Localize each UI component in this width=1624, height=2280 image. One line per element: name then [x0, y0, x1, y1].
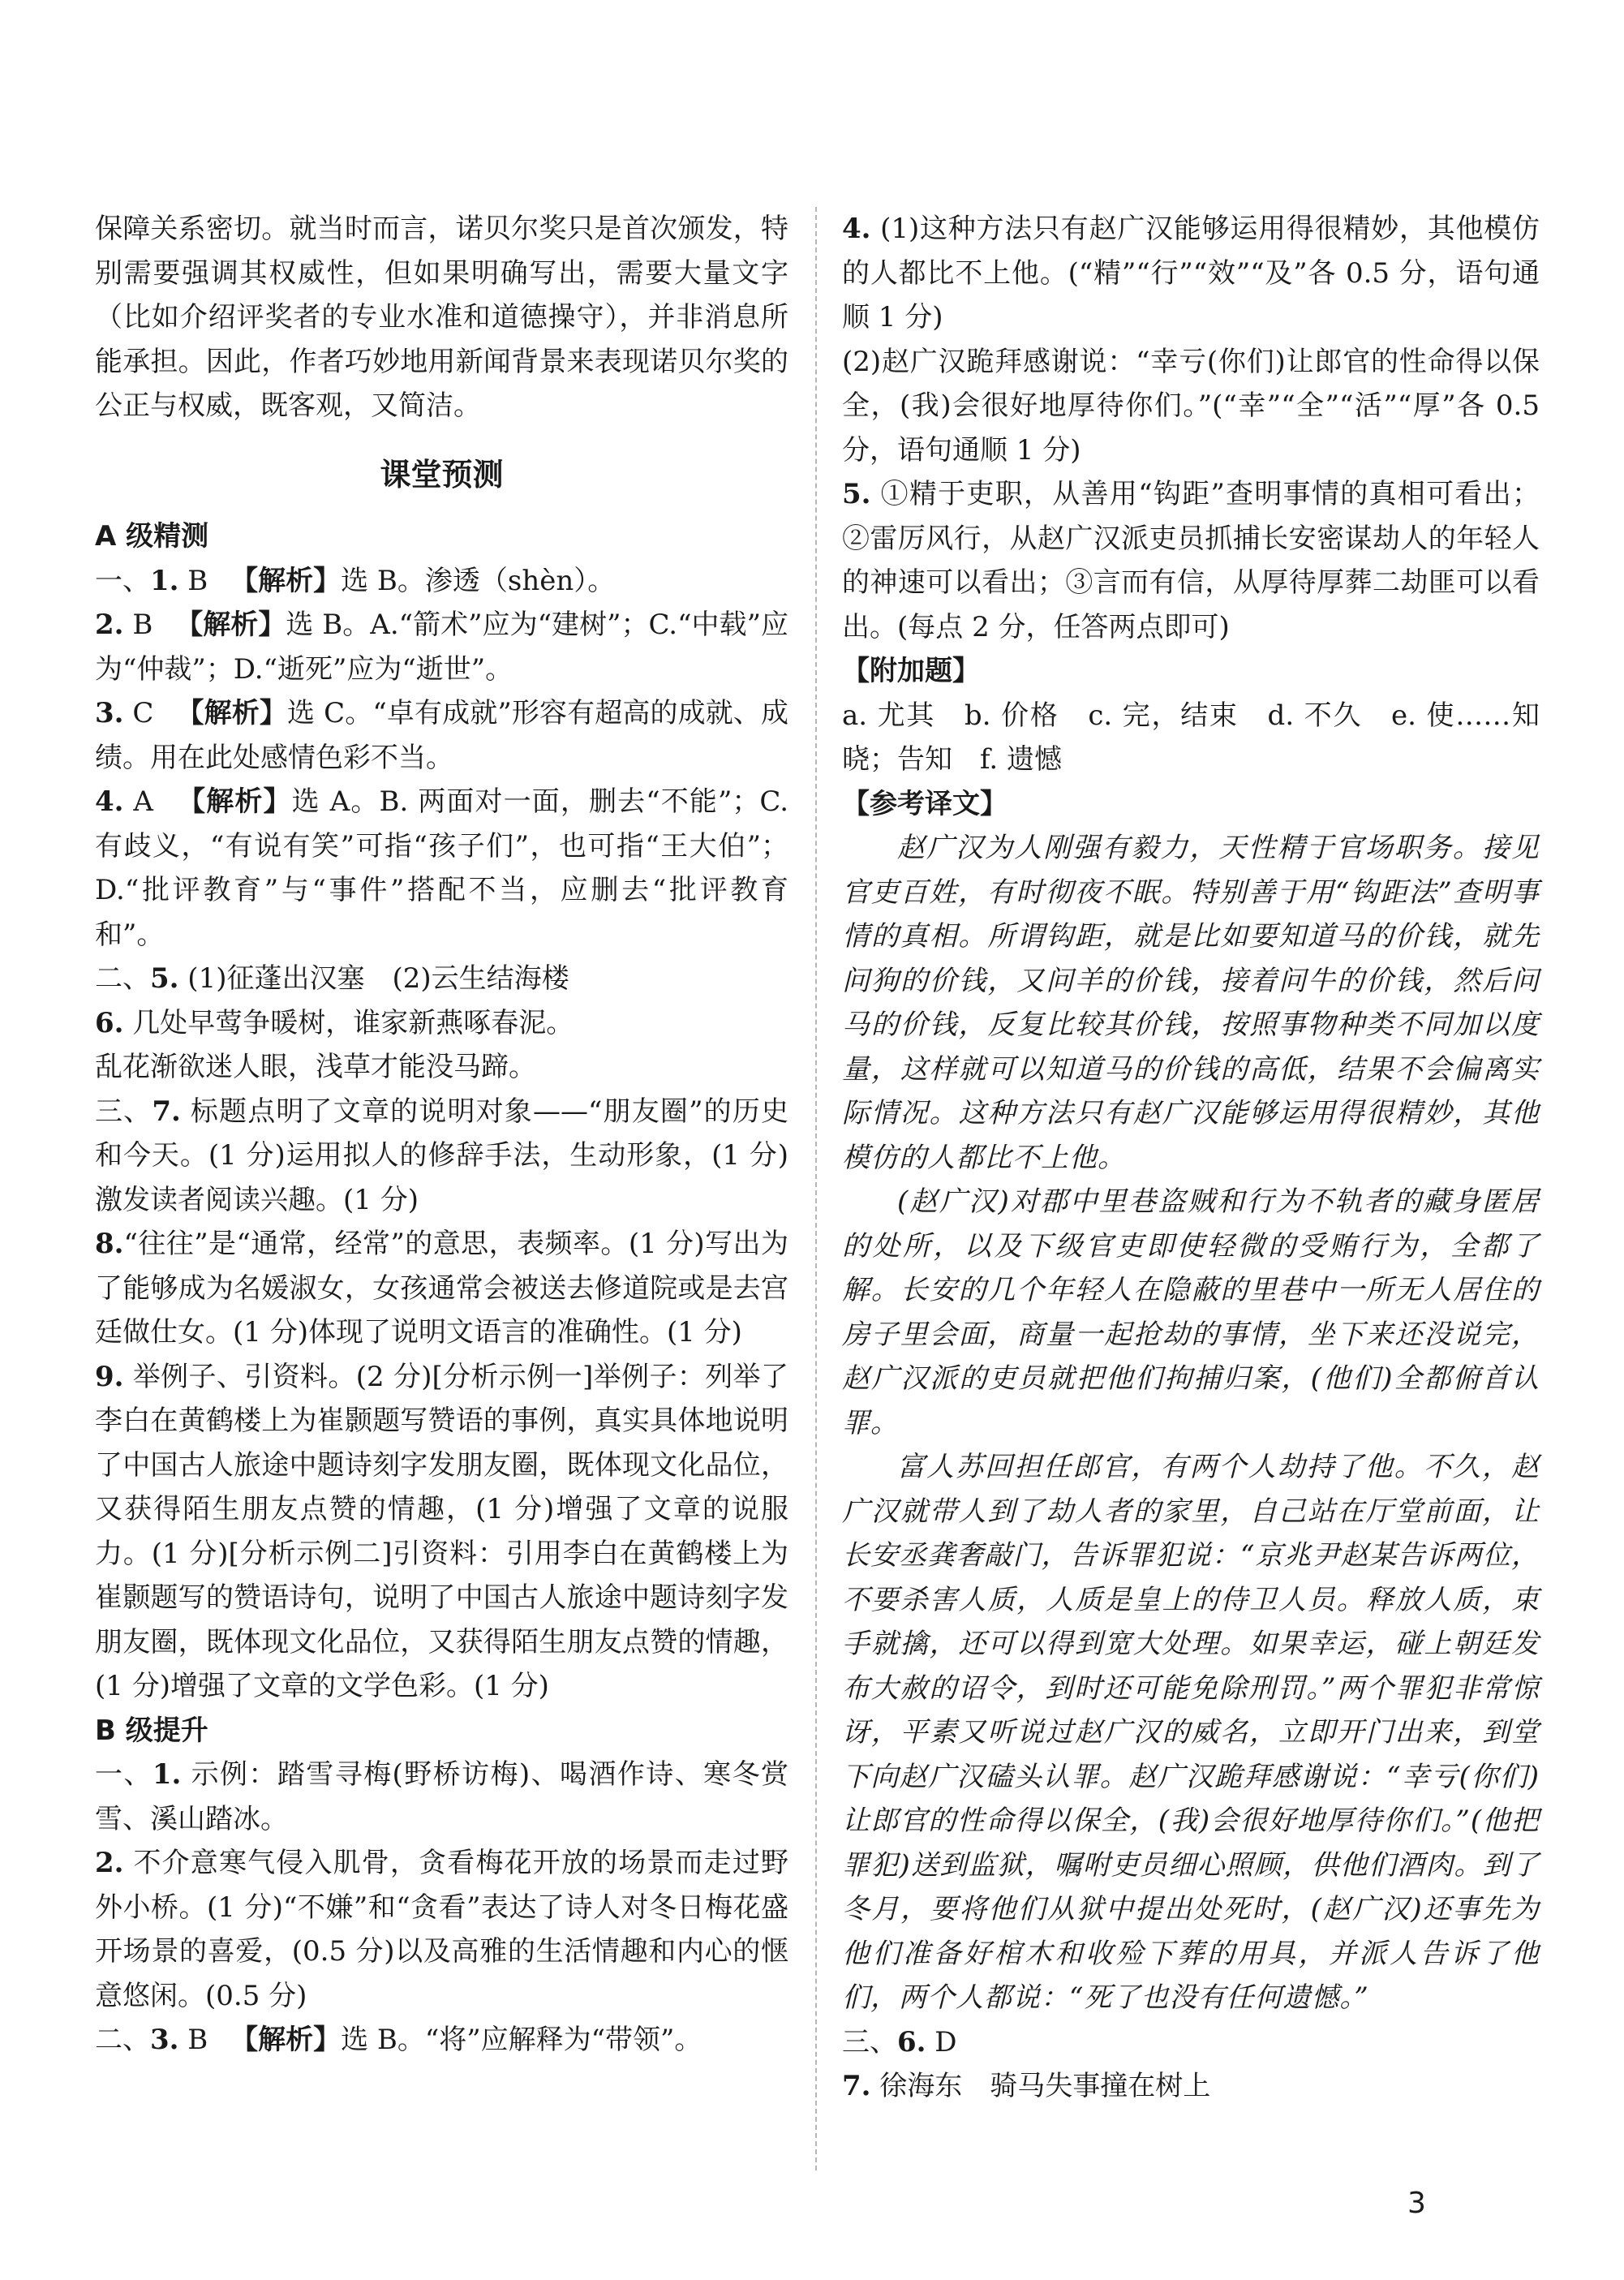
right-column: [842, 207, 1540, 2109]
section-title: 课堂预测: [380, 456, 504, 493]
answer-a4: 4. A 【解析】选 A。B. 两面对一面，删去“不能”；C. 有歧义，“有说有笑”可指“孩子们”，也可指“王大伯”；D.“批评教育”与“事件”搭配不当，应删去“批评教育和”。: [95, 785, 789, 951]
answer-r5: 5. ①精于吏职，从善用“钩距”查明事情的真相可看出；②雷厉风行，从赵广汉派吏员抓捕长安密谋劫人的年轻人的神速可以看出；③言而有信，从厚待厚葬二劫匪可以看出。(每点 2 分，任答两点即可): [842, 478, 1540, 643]
answer-a1: 一、1. B 【解析】选 B。渗透（shèn）。: [95, 564, 616, 597]
answer-b1: 一、1. 示例：踏雪寻梅(野桥访梅)、喝酒作诗、寒冬赏雪、溪山踏冰。: [95, 1758, 789, 1835]
translation-paragraph-3: 富人苏回担任郎官，有两个人劫持了他。不久，赵广汉就带人到了劫人者的家里，自己站在厅堂前面，让长安丞龚奢敲门，告诉罪犯说：“京兆尹赵某告诉两位，不要杀害人质，人质是皇上的侍卫人员。释放人质，束手就擒，还可以得到宽大处理。如果幸运，碰上朝廷发布大赦的诏令，到时还可能免除刑罚。”两个罪犯非常惊讶，平素又听说过赵广汉的威名，立即开门出来，到堂下向赵广汉磕头认罪。赵广汉跪拜感谢说：“幸亏(你们)让郎官的性命得以保全，(我)会很好地厚待你们。”(他把罪犯)送到监狱，嘱咐吏员细心照顾，供他们酒肉。到了冬月，要将他们从狱中提出处死时，(赵广汉)还事先为他们准备好棺木和收殓下葬的用具，并派人告诉了他们，两个人都说：“死了也没有任何遗憾。”: [842, 1451, 1540, 2014]
answer-a3: 3. C 【解析】选 C。“卓有成就”形容有超高的成就、成绩。用在此处感情色彩不当。: [95, 697, 789, 774]
answer-a6-line2: 乱花渐欲迷人眼，浅草才能没马蹄。: [95, 1051, 536, 1083]
translation-paragraph-2: (赵广汉)对郡中里巷盗贼和行为不轨者的藏身匿居的处所，以及下级官吏即使轻微的受贿行为，全都了解。长安的几个年轻人在隐蔽的里巷中一所无人居住的房子里会面，商量一起抢劫的事情，坐下来还没说完，赵广汉派的吏员就把他们拘捕归案，(他们)全都俯首认罪。: [842, 1185, 1540, 1439]
translation-paragraph-1: 赵广汉为人刚强有毅力，天性精于官场职务。接见官吏百姓，有时彻夜不眠。特别善于用“钩距法”查明事情的真相。所谓钩距，就是比如要知道马的价钱，就先问狗的价钱，又问羊的价钱，接着问牛的价钱，然后问马的价钱，反复比较其价钱，按照事物种类不同加以度量，这样就可以知道马的价钱的高低，结果不会偏离实际情况。这种方法只有赵广汉能够运用得很精妙，其他模仿的人都比不上他。: [842, 832, 1540, 1174]
left-column: [95, 207, 788, 2063]
extra-question-title: 【附加题】: [842, 655, 980, 687]
answer-r4-2: (2)赵广汉跪拜感谢说：“幸亏(你们)让郎官的性命得以保全，(我)会很好地厚待你们。”(“幸”“全”“活”“厚”各 0.5 分，语句通顺 1 分): [842, 345, 1540, 467]
answer-a9: 9. 举例子、引资料。(2 分)[分析示例一]举例子：列举了李白在黄鹤楼上为崔颢题写赞语的事例，真实具体地说明了中国古人旅途中题诗刻字发朋友圈，既体现文化品位，又获得陌生朋友点赞的情趣，(1 分)增强了文章的说服力。(1 分)[分析示例二]引资料：引用李白在黄鹤楼上为崔颢题写的赞语诗句，说明了中国古人旅途中题诗刻字发朋友圈，既体现文化品位，又获得陌生朋友点赞的情趣，(1 分)增强了文章的文学色彩。(1 分): [95, 1360, 788, 1702]
level-a-heading: A 级精测: [95, 520, 209, 553]
intro-paragraph: 保障关系密切。就当时而言，诺贝尔奖只是首次颁发，特别需要强调其权威性，但如果明确写出，需要大量文字（比如介绍评奖者的专业水准和道德操守），并非消息所能承担。因此，作者巧妙地用新闻背景来表现诺贝尔奖的公正与权威，既客观，又简洁。: [95, 213, 788, 422]
answer-a8: 8.“往往”是“通常，经常”的意思，表频率。(1 分)写出为了能够成为名媛淑女，女孩通常会被送去修道院或是去宫廷做仕女。(1 分)体现了说明文语言的准确性。(1 分): [95, 1228, 788, 1349]
column-divider: [815, 207, 817, 2170]
level-b-heading: B 级提升: [95, 1714, 208, 1747]
answer-r4-1: 4. (1)这种方法只有赵广汉能够运用得很精妙，其他模仿的人都比不上他。(“精”“行”“效”“及”各 0.5 分，语句通顺 1 分): [842, 213, 1540, 333]
answer-r7: 7. 徐海东 骑马失事撞在树上: [842, 2070, 1211, 2102]
answer-a5: 二、5. (1)征蓬出汉塞 (2)云生结海楼: [95, 962, 569, 995]
page-number: 3: [1407, 2187, 1426, 2220]
answer-a2: 2. B 【解析】选 B。A.“箭术”应为“建树”；C.“中载”应为“仲裁”；D.“逝死”应为“逝世”。: [95, 609, 789, 686]
answer-a6: 6. 几处早莺争暖树，谁家新燕啄春泥。: [95, 1006, 574, 1039]
extra-question-answers: a. 尤其 b. 价格 c. 完，结束 d. 不久 e. 使……知晓；告知 f. 遗憾: [842, 699, 1540, 776]
answer-b3: 二、3. B 【解析】选 B。“将”应解释为“带领”。: [95, 2024, 702, 2056]
reference-translation-title: 【参考译文】: [842, 787, 1007, 820]
answer-a7: 三、7. 标题点明了文章的说明对象——“朋友圈”的历史和今天。(1 分)运用拟人的修辞手法，生动形象，(1 分)激发读者阅读兴趣。(1 分): [95, 1095, 788, 1216]
answer-r6: 三、6. D: [842, 2025, 957, 2058]
answer-b2: 2. 不介意寒气侵入肌骨，贪看梅花开放的场景而走过野外小桥。(1 分)“不嫌”和“贪看”表达了诗人对冬日梅花盛开场景的喜爱，(0.5 分)以及高雅的生活情趣和内心的惬意悠闲。(0.5 分): [95, 1847, 788, 2012]
